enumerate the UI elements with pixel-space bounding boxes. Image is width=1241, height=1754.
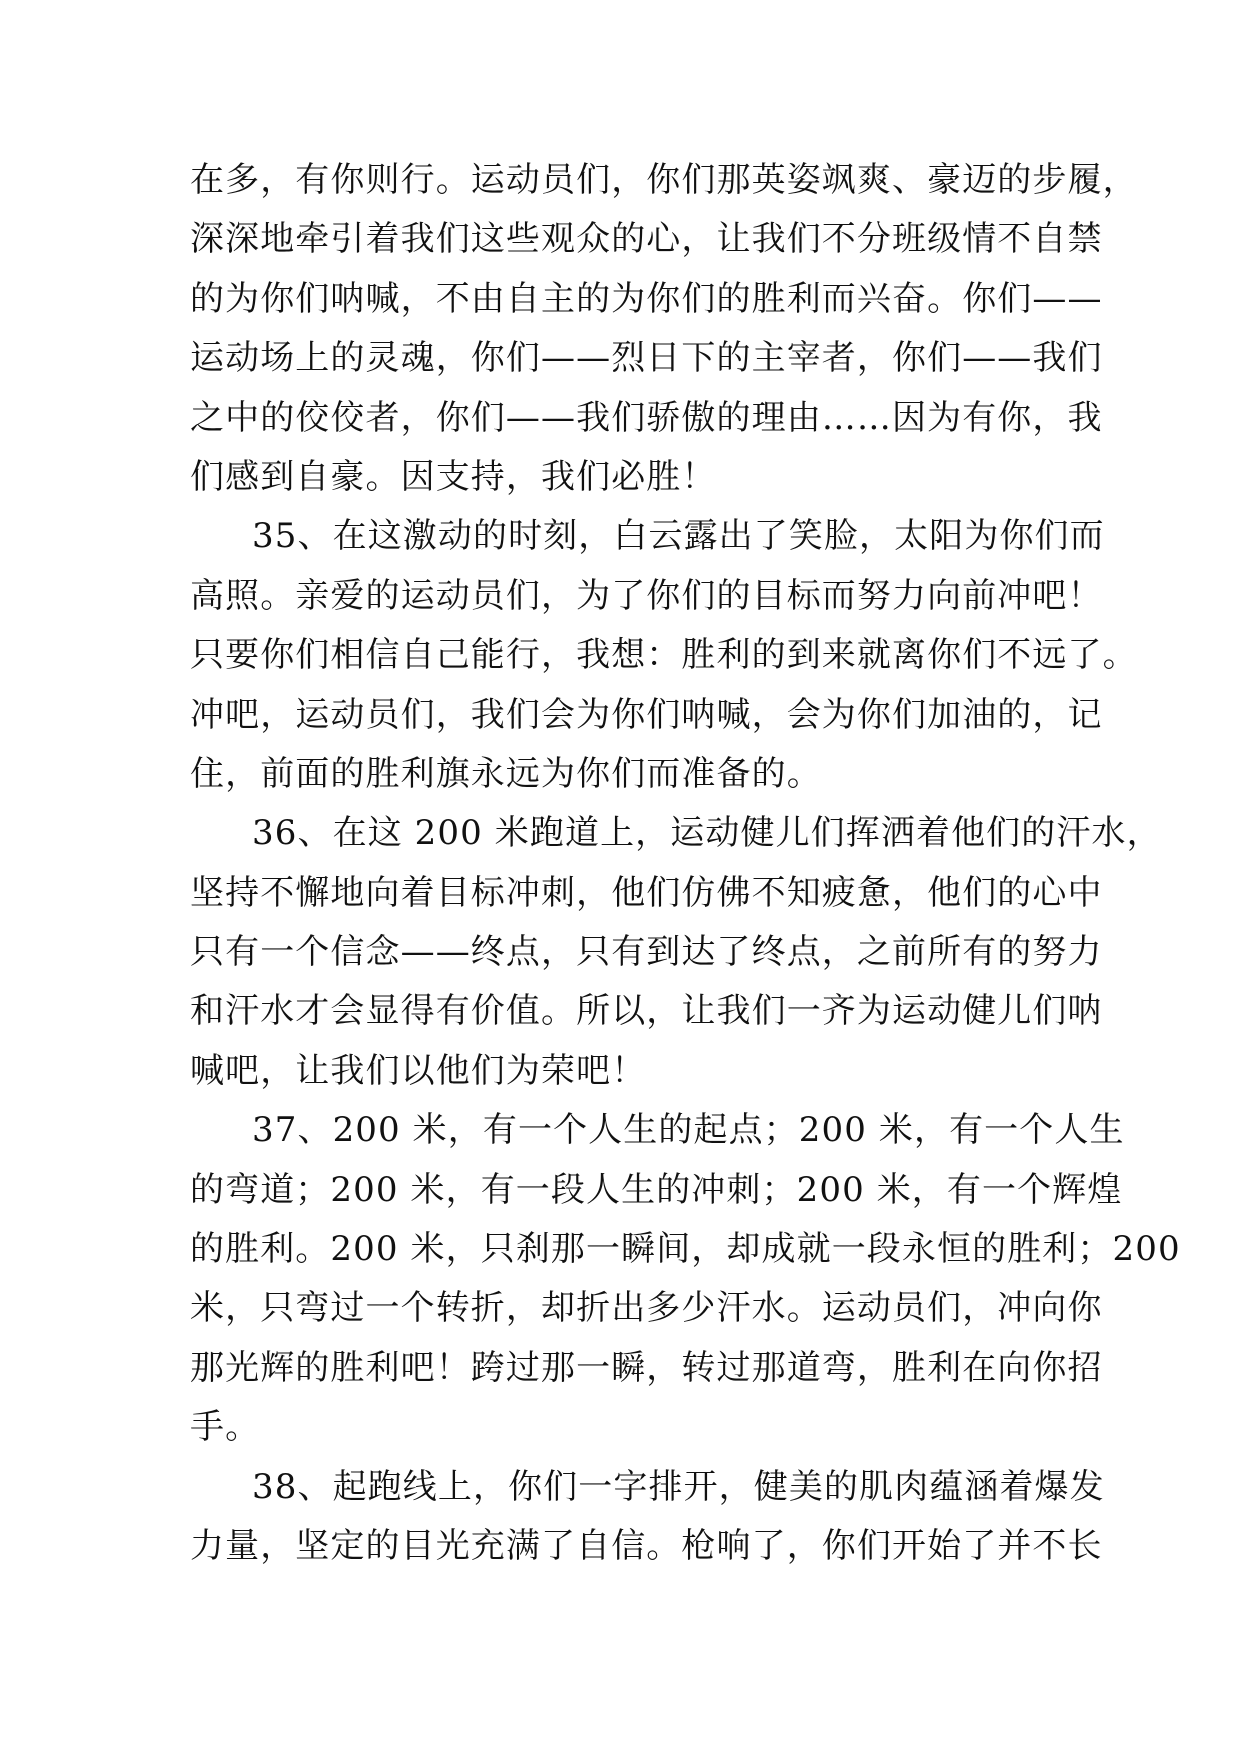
text-line: 住，前面的胜利旗永远为你们而准备的。: [190, 753, 822, 794]
text-line: 喊吧，让我们以他们为荣吧！: [190, 1050, 647, 1091]
text-line: 之中的佼佼者，你们——我们骄傲的理由……因为有你，我: [190, 397, 1103, 438]
text-line: 在多，有你则行。运动员们，你们那英姿飒爽、豪迈的步履，: [190, 160, 1138, 200]
paragraph-start-35: 35、在这激动的时刻，白云露出了笑脸，太阳为你们而: [252, 516, 1105, 557]
text-line: 运动场上的灵魂，你们——烈日下的主宰者，你们——我们: [190, 338, 1103, 379]
text-line: 坚持不懈地向着目标冲刺，他们仿佛不知疲惫，他们的心中: [190, 872, 1103, 913]
text-line: 高照。亲爱的运动员们，为了你们的目标而努力向前冲吧！: [190, 575, 1103, 616]
paragraph-start-36: 36、在这 200 米跑道上，运动健儿们挥洒着他们的汗水，: [252, 813, 1162, 854]
text-line: 手。: [190, 1407, 261, 1448]
text-line: 米，只弯过一个转折，却折出多少汗水。运动员们，冲向你: [190, 1288, 1103, 1329]
text-line: 的为你们呐喊，不由自主的为你们的胜利而兴奋。你们——: [190, 278, 1103, 319]
text-line: 的胜利。200 米，只刹那一瞬间，却成就一段永恒的胜利；200: [190, 1229, 1181, 1270]
text-line: 冲吧，运动员们，我们会为你们呐喊，会为你们加油的，记: [190, 694, 1103, 735]
text-line: 的弯道；200 米，有一段人生的冲刺；200 米，有一个辉煌: [190, 1169, 1123, 1210]
text-line: 深深地牵引着我们这些观众的心，让我们不分班级情不自禁: [190, 219, 1103, 260]
text-line: 只要你们相信自己能行，我想：胜利的到来就离你们不远了。: [190, 635, 1138, 676]
text-line: 和汗水才会显得有价值。所以，让我们一齐为运动健儿们呐: [190, 991, 1103, 1032]
body-text: [190, 151, 1181, 1576]
paragraph-start-38: 38、起跑线上，你们一字排开，健美的肌肉蕴涵着爆发: [252, 1466, 1105, 1507]
text-line: 只有一个信念——终点，只有到达了终点，之前所有的努力: [190, 932, 1103, 973]
text-line: 力量，坚定的目光充满了自信。枪响了，你们开始了并不长: [190, 1525, 1103, 1566]
text-line: 们感到自豪。因支持，我们必胜！: [190, 456, 717, 497]
paragraph-start-37: 37、200 米，有一个人生的起点；200 米，有一个人生: [252, 1110, 1125, 1151]
text-line: 那光辉的胜利吧！跨过那一瞬，转过那道弯，胜利在向你招: [190, 1347, 1103, 1388]
